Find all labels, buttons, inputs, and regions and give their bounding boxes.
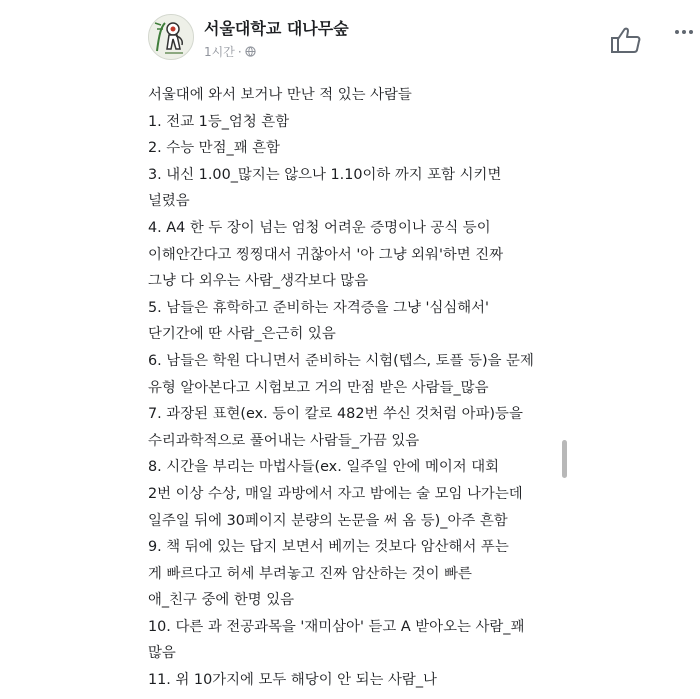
post-line: 4. A4 한 두 장이 넘는 엄청 어려운 증명이나 공식 등이 bbox=[148, 219, 491, 236]
post-line: 5. 남들은 휴학하고 준비하는 자격증을 그냥 '심심해서' bbox=[148, 299, 490, 316]
post-line: 그냥 다 외우는 사람_생각보다 많음 bbox=[148, 273, 369, 290]
thumbs-up-icon bbox=[610, 26, 642, 54]
post-line: 7. 과장된 표현(ex. 등이 칼로 482번 쑤신 것처럼 아파)등을 bbox=[148, 406, 523, 423]
post-line: 많음 bbox=[148, 645, 176, 662]
like-button[interactable] bbox=[610, 26, 642, 54]
post-line: 6. 남들은 학원 다니면서 준비하는 시험(텝스, 토플 등)을 문제 bbox=[148, 352, 534, 369]
page-avatar[interactable] bbox=[148, 14, 194, 60]
globe-icon bbox=[245, 46, 256, 57]
post-line: 2번 이상 수상, 매일 과방에서 자고 밤에는 술 모임 나가는데 bbox=[148, 485, 523, 502]
meta-separator: · bbox=[237, 44, 242, 59]
post-line: 널렸음 bbox=[148, 193, 190, 210]
post-line: 애_친구 중에 한명 있음 bbox=[148, 592, 295, 609]
post-line: 이해안간다고 찡찡대서 귀찮아서 '아 그냥 외워'하면 진짜 bbox=[148, 246, 504, 263]
post-line: 1. 전교 1등_엄청 흔함 bbox=[148, 113, 290, 130]
post-line: 게 빠르다고 허세 부려놓고 진짜 암산하는 것이 빠른 bbox=[148, 565, 472, 582]
post-line: 서울대에 와서 보거나 만난 적 있는 사람들 bbox=[148, 87, 412, 103]
post-line: 3. 내신 1.00_많지는 않으나 1.10이하 까지 포함 시키면 bbox=[148, 166, 502, 183]
post-line: 9. 책 뒤에 있는 답지 보면서 베끼는 것보다 암산해서 푸는 bbox=[148, 539, 509, 556]
post-line: 일주일 뒤에 30페이지 분량의 논문을 써 옴 등)_아주 흔함 bbox=[148, 512, 508, 529]
post-line: 2. 수능 만점_꽤 흔함 bbox=[148, 140, 280, 157]
more-horizontal-icon bbox=[672, 28, 696, 36]
post-text bbox=[148, 82, 568, 694]
post-header bbox=[148, 10, 568, 70]
scrollbar-thumb[interactable] bbox=[562, 440, 567, 478]
more-options-button[interactable] bbox=[672, 22, 696, 42]
post-timestamp[interactable]: 1시간 bbox=[204, 45, 235, 59]
post-line: 8. 시간을 부리는 마법사들(ex. 일주일 안에 메이저 대회 bbox=[148, 459, 500, 476]
post-line: 11. 위 10가지에 모두 해당이 안 되는 사람_나 bbox=[148, 672, 437, 689]
post-line: 10. 다른 과 전공과목을 '재미삼아' 듣고 A 받아오는 사람_꽤 bbox=[148, 618, 525, 635]
post-meta bbox=[204, 43, 256, 60]
post-line: 수리과학적으로 풀어내는 사람들_가끔 있음 bbox=[148, 432, 420, 449]
page-name[interactable]: 서울대학교 대나무숲 bbox=[204, 19, 349, 38]
post-line: 유형 알아본다고 시험보고 거의 만점 받은 사람들_많음 bbox=[148, 379, 489, 396]
post-line: 단기간에 딴 사람_은근히 있음 bbox=[148, 326, 336, 343]
bamboo-forest-logo-icon bbox=[149, 15, 193, 59]
